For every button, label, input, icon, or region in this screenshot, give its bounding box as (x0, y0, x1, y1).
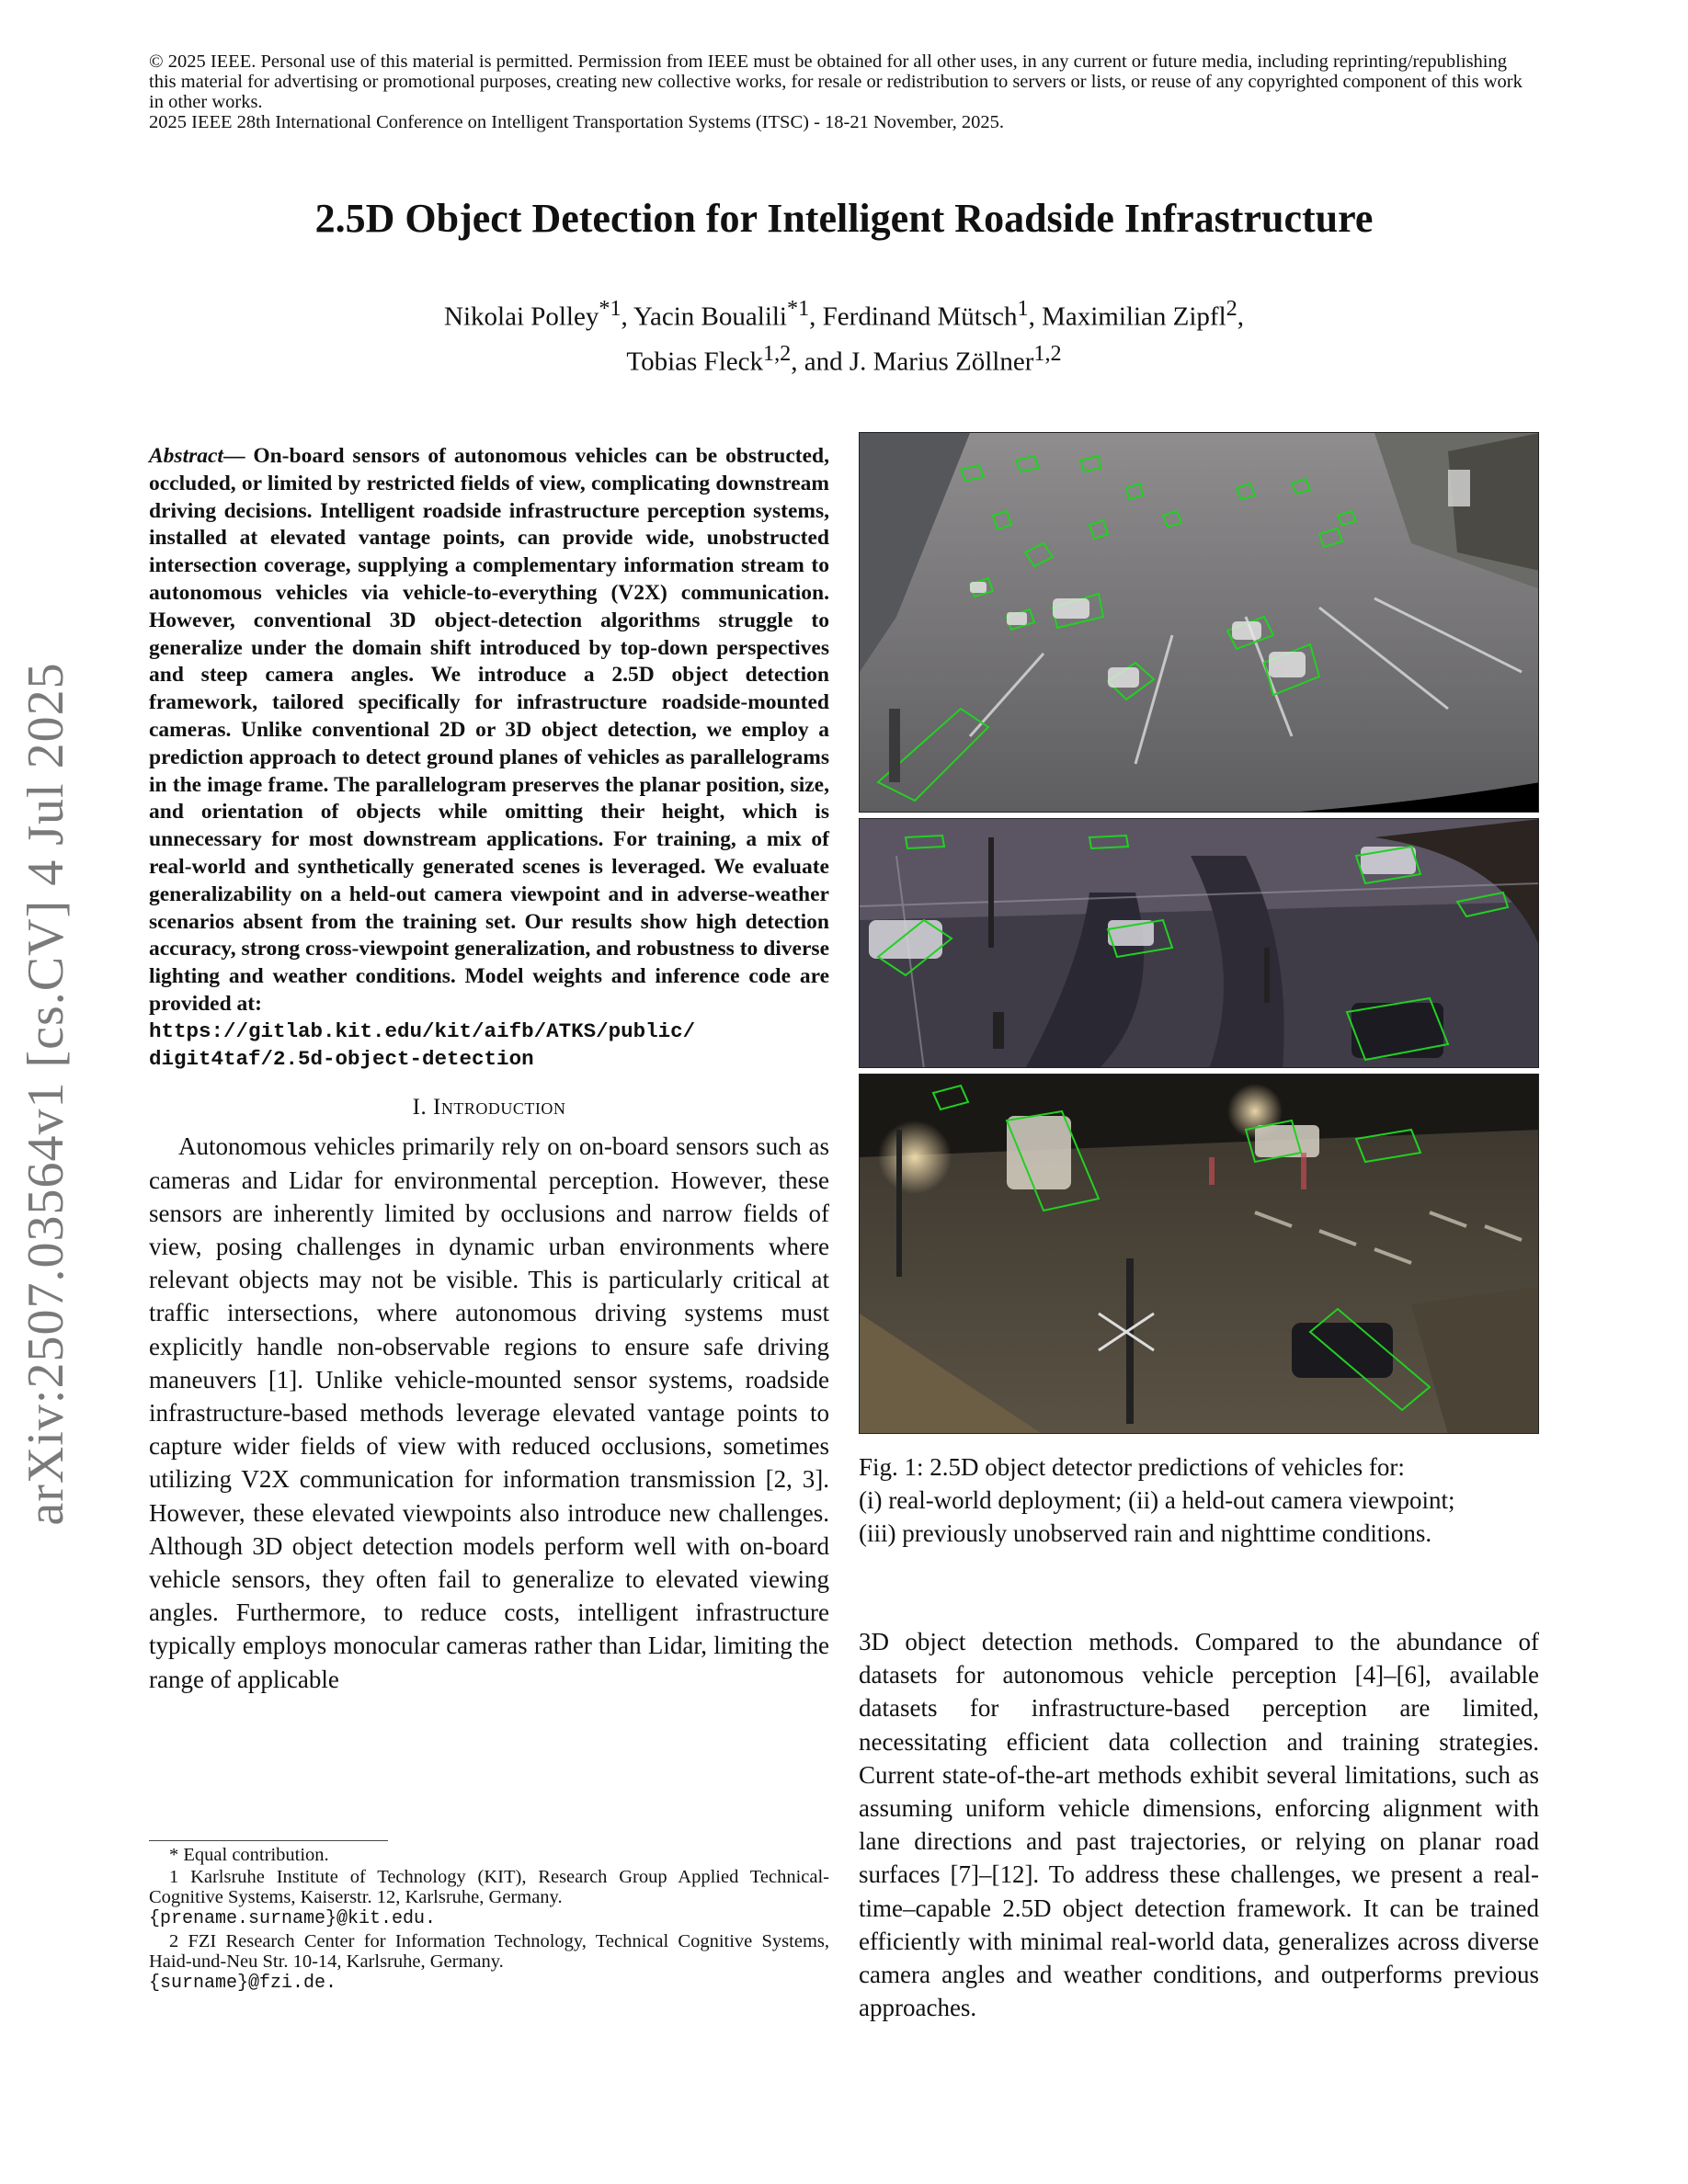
code-url-1[interactable]: https://gitlab.kit.edu/kit/aifb/ATKS/public/ (149, 1018, 696, 1043)
conference-line: 2025 IEEE 28th International Conference on Intelligent Transportation Systems (ITSC) - 18-21 November, 2025. (149, 112, 1005, 132)
footnote-fzi-text: 2 FZI Research Center for Information Technology, Technical Cognitive Systems, Haid-und-Neu Str. 10-14, Karlsruhe, Germany. (149, 1931, 829, 1972)
footnote-rule (149, 1840, 388, 1841)
intersection-image-night (860, 1075, 1539, 1434)
caption-line-1: Fig. 1: 2.5D object detector predictions of vehicles for: (859, 1453, 1405, 1481)
left-column (149, 443, 829, 1696)
section-title: Introduction (433, 1095, 566, 1120)
figure-1 (859, 432, 1539, 1550)
copyright-notice (149, 51, 1528, 132)
code-url-2[interactable]: digit4taf/2.5d-object-detection (149, 1046, 534, 1071)
authors-line-2: Tobias Fleck$^{1,2}$, and J. Marius Zöllner$^{1,2}$ (626, 340, 1062, 377)
footnote-fzi-email: {surname}@fzi.de. (149, 1973, 337, 1994)
abstract (149, 443, 829, 1073)
footnote-equal: * Equal contribution. (169, 1845, 329, 1865)
footnote-kit-text: 1 Karlsruhe Institute of Technology (KIT), Research Group Applied Technical-Cognitive Systems, Kaiserstr. 12, Karlsruhe, Germany. (149, 1867, 829, 1907)
right-column-text (859, 1625, 1539, 2024)
right-paragraph: 3D object detection methods. Compared to the abundance of datasets for autonomous vehicle perception [4]–[6], available datasets for infrastructure-based perception are limited, necessitating efficient data collection and training strategies. Current state-of-the-art methods exhibit several limitations, such as assuming uniform vehicle dimensions, enforcing alignment with lane directions and past trajectories, or relying on planar road surfaces [7]–[12]. To address these challenges, we present a real-time–capable 2.5D object detection framework. It can be trained efficiently with minimal real-world data, generalizes across diverse camera angles and weather conditions, and outperforms previous approaches. (859, 1628, 1539, 2022)
caption-line-3: (iii) previously unobserved rain and nighttime conditions. (859, 1519, 1432, 1547)
paper-title: 2.5D Object Detection for Intelligent Roadside Infrastructure (314, 196, 1374, 241)
figure-caption (859, 1450, 1539, 1550)
footnote-fzi (149, 1931, 829, 1994)
section-number: I. (412, 1095, 428, 1120)
figure-panel-real-world (859, 432, 1539, 813)
abstract-lead: Abstract (149, 444, 223, 468)
intersection-image-day (860, 433, 1539, 813)
figure-panel-rain-night (859, 1074, 1539, 1434)
arxiv-identifier: arXiv:2507.03564v1 [cs.CV] 4 Jul 2025 (17, 662, 74, 1526)
intersection-image-heldout (860, 819, 1539, 1068)
copyright-text: © 2025 IEEE. Personal use of this material is permitted. Permission from IEEE must be obtained for all other uses, in any current or future media, including reprinting/republishing this material for advertising or promotional purposes, creating new collective works, for resale or redistribution to servers or lists, or reuse of any copyrighted component of this work in other works. (149, 51, 1523, 112)
arxiv-sidebar (0, 638, 92, 1550)
abstract-body: — On-board sensors of autonomous vehicles can be obstructed, occluded, or limited by restricted fields of view, complicating downstream driving decisions. Intelligent roadside infrastructure perception systems, installed at elevated vantage points, can provide wide, unobstructed intersection coverage, supplying a complementary information stream to autonomous vehicles via vehicle-to-everything (V2X) communication. However, conventional 3D object-detection algorithms struggle to generalize under the domain shift introduced by top-down perspectives and steep camera angles. We introduce a 2.5D object detection framework, tailored specifically for infrastructure roadside-mounted cameras. Unlike conventional 2D or 3D object detection, we employ a prediction approach to detect ground planes of vehicles as parallelograms in the image frame. The parallelogram preserves the planar position, size, and orientation of objects while omitting their height, which is unnecessary for most downstream applications. For training, a mix of real-world and synthetically generated scenes is leveraged. We evaluate generalizability on a held-out camera viewpoint and in adverse-weather scenarios absent from the training set. Our results show high detection accuracy, strong cross-viewpoint generalization, and robustness to diverse lighting and weather conditions. Model weights and inference code are provided at: (149, 444, 829, 1016)
intro-paragraph: Autonomous vehicles primarily rely on on-board sensors such as cameras and Lidar for environmental perception. However, these sensors are inherently limited by occlusions and narrow fields of view, posing challenges in dynamic urban environments where relevant objects may not be visible. This is particularly critical at traffic intersections, where autonomous driving systems must explicitly handle non-observable regions to ensure safe driving maneuvers [1]. Unlike vehicle-mounted sensor systems, roadside infrastructure-based methods leverage elevated vantage points to capture wider fields of view with reduced occlusions, sometimes utilizing V2X communication for information transmission [2, 3]. However, these elevated viewpoints also introduce new challenges. Although 3D object detection models perform well with on-board vehicle sensors, they often fail to generalize to elevated viewing angles. Furthermore, to reduce costs, intelligent infrastructure typically employs monocular cameras rather than Lidar, limiting the range of applicable (149, 1132, 829, 1693)
figure-panel-held-out-viewpoint (859, 818, 1539, 1068)
footnote-kit-email: {prename.surname}@kit.edu. (149, 1908, 437, 1929)
footnote-kit (149, 1867, 829, 1929)
section-heading-introduction (149, 1095, 829, 1120)
author-list (0, 290, 1688, 380)
footnotes (149, 1840, 829, 1996)
caption-line-2: (i) real-world deployment; (ii) a held-out camera viewpoint; (859, 1486, 1455, 1514)
authors-line-1: Nikolai Polley$^{*1}$, Yacin Boualili$^{*1}$, Ferdinand Mütsch$^1$, Maximilian Zipfl$^2$, (444, 296, 1244, 332)
